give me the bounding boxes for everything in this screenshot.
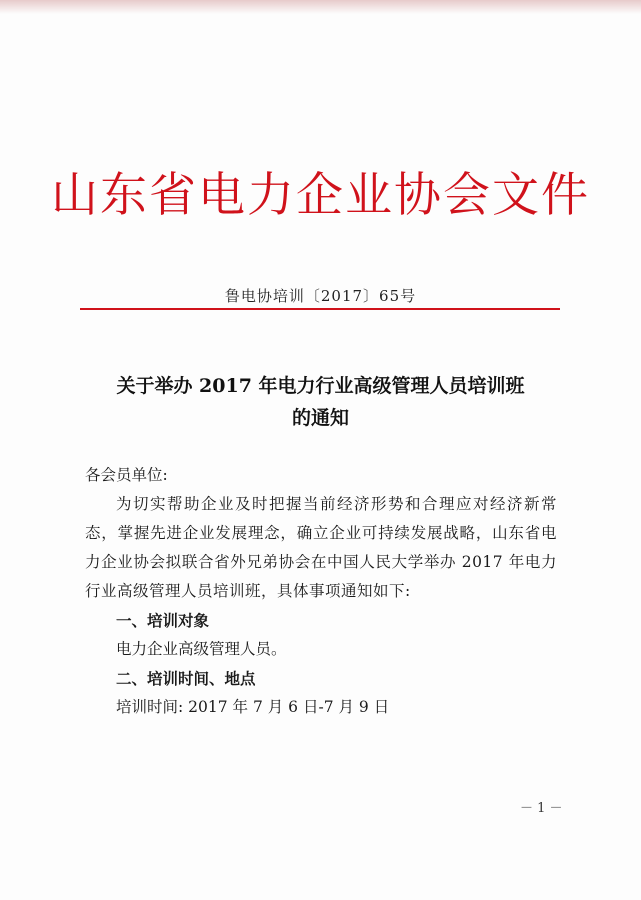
page-number: － 1 － [520, 801, 563, 816]
notice-title [0, 370, 641, 434]
notice-title-line2: 的通知 [291, 407, 349, 429]
notice-body [85, 461, 557, 722]
organization-header-title: 山东省电力企业协会文件 [51, 168, 590, 223]
section1-text: 电力企业高级管理人员。 [116, 640, 287, 658]
intro-paragraph: 为切实帮助企业及时把握当前经济形势和合理应对经济新常态，掌握先进企业发展理念，确立企业可持续发展战略，山东省电力企业协会拟联合省外兄弟协会在中国人民大学举办 2017 年电力行业高级管理人员培训班，具体事项通知如下: [85, 495, 557, 600]
notice-title-line1: 关于举办 2017 年电力行业高级管理人员培训班 [116, 375, 525, 397]
section2-text: 培训时间: 2017 年 7 月 6 日-7 月 9 日 [116, 698, 390, 716]
section1-heading: 一、培训对象 [116, 611, 210, 630]
section2-heading: 二、培训时间、地点 [116, 669, 256, 688]
red-divider-line [80, 308, 560, 310]
salutation: 各会员单位: [85, 466, 168, 484]
scan-top-edge [0, 0, 641, 14]
document-number: 鲁电协培训〔2017〕65号 [224, 287, 417, 305]
